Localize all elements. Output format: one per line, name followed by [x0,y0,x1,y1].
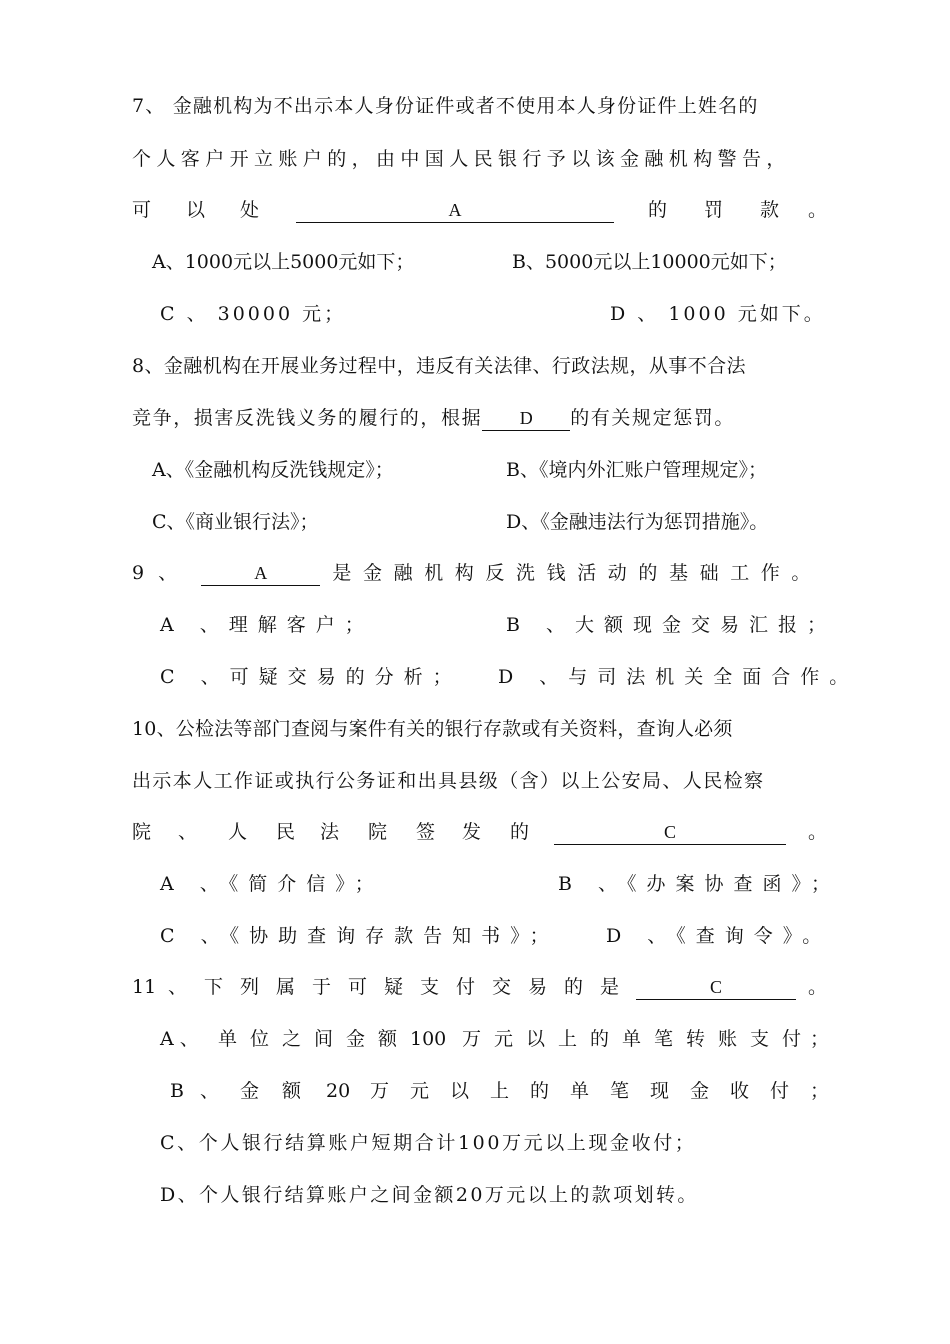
q11-word: 支 [420,976,440,998]
q11-word: 易 [528,976,548,998]
q7-option-b: B、5000元以上10000元如下； [512,251,787,273]
q7-word: 可 [132,199,152,221]
q8-stem-2a: 竞争，损害反洗钱义务的履行的，根据 [132,407,483,429]
q8-line-1 [132,346,822,386]
q10-stem-2: 出示本人工作证或执行公务证和出具县级（含）以上公安局、人民检察 [132,770,765,792]
q11-b-token: 付 [770,1080,790,1102]
q9-line-1 [132,553,822,593]
q11-a-token: 位 [250,1028,270,1050]
q11-b-token: ； [810,1080,830,1102]
q11-b-token: 上 [490,1080,510,1102]
q11-a-token: A 、 [160,1028,199,1050]
q10-word: 法 [320,821,340,843]
q7-word: 的 [648,199,668,221]
q11-word: 于 [312,976,332,998]
q11-b-token: 笔 [610,1080,630,1102]
q11-word: 、 [168,976,188,998]
q9-option-c: C 、可疑交易的分析； [160,666,462,688]
q11-a-token: ； [810,1028,830,1050]
q11-word: 11 [132,976,157,998]
q7-stem-2: 个人客户开立账户的，由中国人民银行予以该金融机构警告， [132,148,791,170]
q10-word: 院 [132,821,152,843]
q11-b-token: 、 [200,1080,220,1102]
q11-word: 付 [456,976,476,998]
q11-a-token: 单 [622,1028,642,1050]
q10-word: 发 [462,821,482,843]
q10-option-c: C 、《协助查询存款告知书》； [160,925,559,947]
q11-word: 。 [808,976,828,998]
q11-a-token: 额 [378,1028,398,1050]
q11-a-token: 万 [462,1028,482,1050]
q10-option-a: A 、《简介信》； [160,873,384,895]
q7-word: 处 [240,199,260,221]
q11-a-token: 100 [410,1028,447,1050]
q11-b-token: 收 [730,1080,750,1102]
q10-word: 签 [416,821,436,843]
q11-word: 下 [204,976,224,998]
q11-word: 列 [240,976,260,998]
q8-stem-2b: 的有关规定惩罚。 [570,407,736,429]
q7-word: 款 [760,199,780,221]
q9-option-b: B 、大额现金交易汇报； [506,614,837,636]
q11-answer-blank: C [636,975,796,1000]
q11-a-token: 上 [558,1028,578,1050]
q8-option-a: A、《金融机构反洗钱规定》； [152,459,394,481]
q7-word: 以 [186,199,206,221]
q11-a-token: 的 [590,1028,610,1050]
q10-word: 的 [510,821,530,843]
q10-line-2 [132,761,822,801]
q8-answer-blank: D [482,406,570,431]
q11-a-token: 账 [718,1028,738,1050]
q11-b-token: B [170,1080,184,1102]
q8-line-2 [132,398,822,438]
q7-answer-blank: A [296,198,614,223]
q11-b-token: 元 [410,1080,430,1102]
q10-word: 院 [368,821,388,843]
q11-option-d: D、个人银行结算账户之间金额20万元以上的款项划转。 [160,1184,699,1206]
q10-word: 民 [276,821,296,843]
q10-answer-blank: C [554,820,786,845]
q7-word: 罚 [704,199,724,221]
q11-word: 可 [348,976,368,998]
q9-stem: 是金融机构反洗钱活动的基础工作。 [332,562,822,584]
q10-option-d: D 、《查询令》。 [606,925,832,947]
q10-line-3 [132,812,828,852]
q11-option-a [160,1019,830,1059]
q11-a-token: 金 [346,1028,366,1050]
q11-word: 的 [564,976,584,998]
q8-option-b: B、《境内外汇账户管理规定》； [506,459,767,481]
q7-line-3 [132,190,828,230]
q7-word: 。 [808,199,828,221]
q11-word: 属 [276,976,296,998]
q11-b-token: 20 [326,1080,351,1102]
q11-a-token: 转 [686,1028,706,1050]
q10-line-1 [132,709,822,749]
q11-line-1 [132,967,828,1007]
q7-line-2 [132,139,822,179]
q11-a-token: 单 [218,1028,238,1050]
q7-line-1 [132,86,822,126]
q11-b-token: 额 [282,1080,302,1102]
q11-word: 交 [492,976,512,998]
q11-option-c: C、个人银行结算账户短期合计100万元以上现金收付； [160,1132,697,1154]
q11-b-token: 金 [240,1080,260,1102]
q11-a-token: 元 [494,1028,514,1050]
q11-a-token: 支 [750,1028,770,1050]
q7-option-a: A、1000元以上5000元如下； [152,251,415,273]
q7-option-c: C 、 30000 元； [160,303,347,325]
q10-word: 人 [228,821,248,843]
q10-stem-1: 10、公检法等部门查阅与案件有关的银行存款或有关资料，查询人必须 [132,718,733,740]
q9-number: 9 、 [132,562,182,584]
q11-a-token: 间 [314,1028,334,1050]
q11-b-token: 万 [370,1080,390,1102]
q8-stem-1: 8、金融机构在开展业务过程中，违反有关法律、行政法规，从事不合法 [132,355,746,377]
q9-answer-blank: A [201,561,320,586]
q11-word: 疑 [384,976,404,998]
q10-option-b: B 、《办案协查函》； [558,873,841,895]
q11-a-token: 之 [282,1028,302,1050]
q10-word: 、 [178,821,198,843]
q8-option-d: D、《金融违法行为惩罚措施》。 [506,511,769,533]
q11-b-token: 单 [570,1080,590,1102]
q7-stem-1: 7、 金融机构为不出示本人身份证件或者不使用本人身份证件上姓名的 [132,95,759,117]
q11-a-token: 付 [782,1028,802,1050]
q9-option-d: D 、与司法机关全面合作。 [498,666,859,688]
q8-option-c: C、《商业银行法》； [152,511,319,533]
q11-b-token: 金 [690,1080,710,1102]
q11-b-token: 以 [450,1080,470,1102]
q11-option-b [170,1071,830,1111]
q11-word: 是 [600,976,620,998]
q11-a-token: 以 [526,1028,546,1050]
q11-a-token: 笔 [654,1028,674,1050]
q7-option-d: D 、 1000 元如下。 [610,303,826,325]
q10-word: 。 [808,821,828,843]
q11-b-token: 现 [650,1080,670,1102]
q11-b-token: 的 [530,1080,550,1102]
q9-option-a: A 、理解客户； [160,614,374,636]
